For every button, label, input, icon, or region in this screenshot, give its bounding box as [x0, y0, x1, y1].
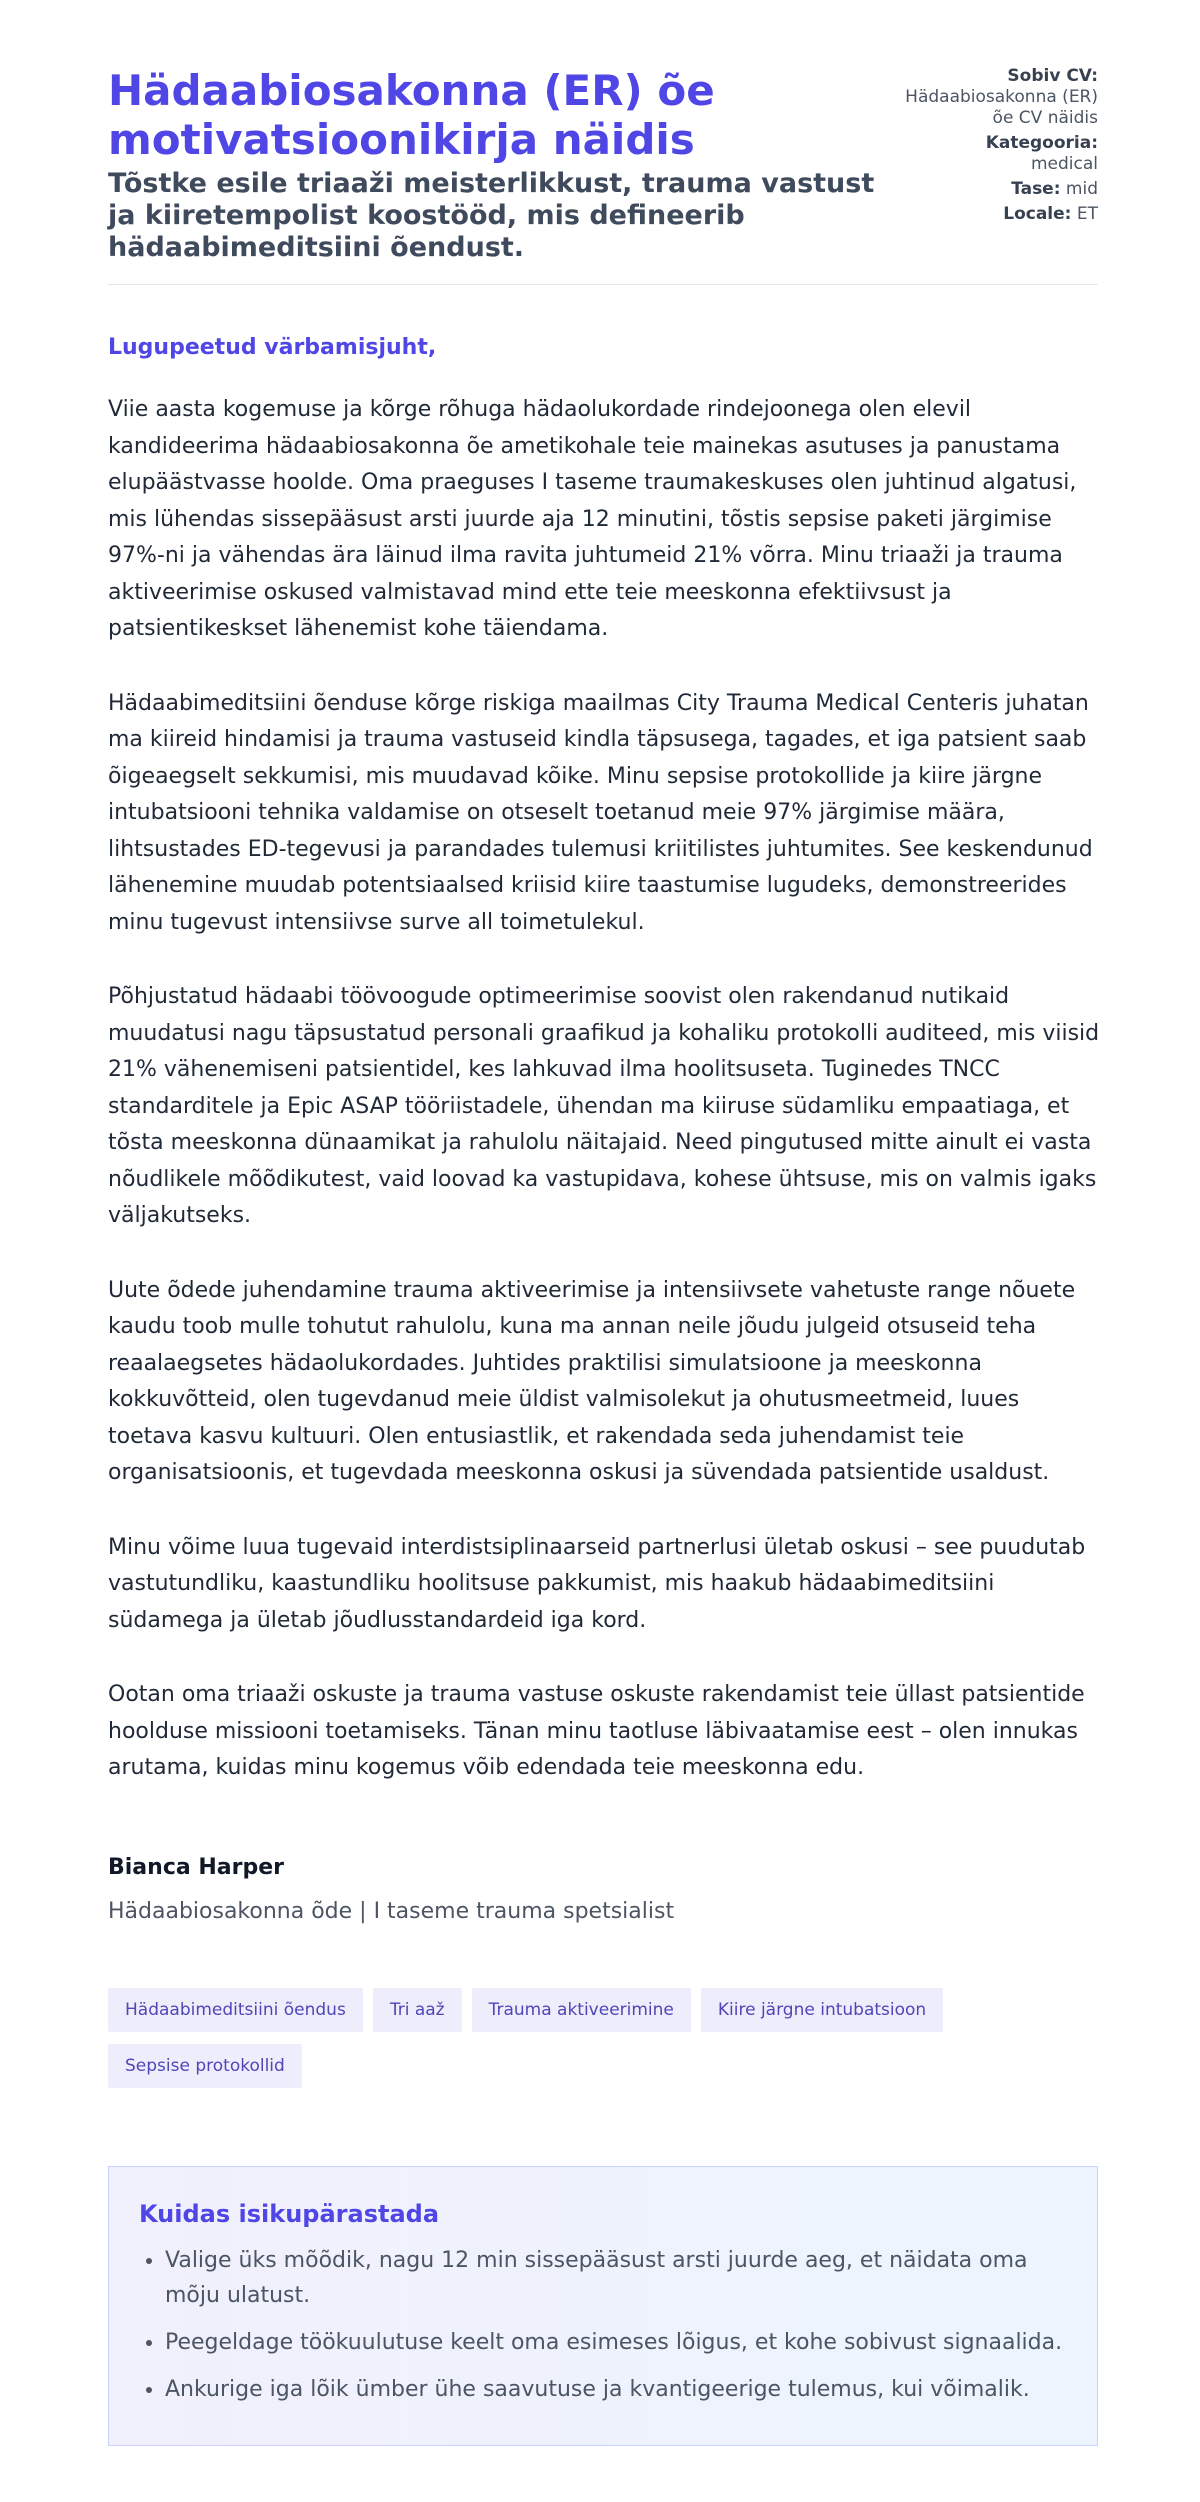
- meta-category: [898, 133, 1098, 175]
- meta-cv: [898, 66, 1098, 129]
- letter-paragraph: Minu võime luua tugevaid interdistsiplinaarseid partnerlusi ületab oskusi – see puudutab vastutundliku, kaastundliku hoolitsuse pakkumist, mis haakub hädaabimeditsiini südamega ja ületab jõudlusstandardeid iga kord.: [108, 1534, 1086, 1633]
- meta-locale: [898, 204, 1098, 225]
- skill-tag: Tri aaž: [373, 1988, 462, 2032]
- page-subtitle: Tõstke esile triaaži meisterlikkust, trauma vastust ja kiiretempolist koostööd, mis defineerib hädaabimeditsiini õendust.: [108, 168, 875, 263]
- meta-level: [898, 179, 1098, 200]
- page-header: [108, 66, 1098, 264]
- signature-block: [108, 1854, 674, 1926]
- personalization-tips-box: [108, 2166, 1098, 2446]
- letter-paragraph: Uute õdede juhendamine trauma aktiveerimise ja intensiivsete vahetuste range nõuete kaudu toob mulle tohutut rahulolu, kuna ma annan neile jõudu julgeid otsuseid teha reaalaegsetes hädaolukordades. Juhtides praktilisi simulatsioone ja meeskonna kokkuvõtteid, olen tugevdanud meie üldist valmisolekut ja ohutusmeetmeid, luues toetava kasvu kultuuri. Olen entusiastlik, et rakendada seda juhendamist teie organisatsioonis, et tugevdada meeskonna oskusi ja süvendada patsientide usaldust.: [108, 1277, 1076, 1485]
- meta-cv-label: Sobiv CV:: [1007, 66, 1098, 86]
- letter-paragraph: Viie aasta kogemuse ja kõrge rõhuga hädaolukordade rindejoonega olen elevil kandideerima hädaabiosakonna õe ametikohale teie mainekas asutuses ja panustama elupäästvasse hoolde. Oma praeguses I taseme traumakeskuses olen juhtinud algatusi, mis lühendas sissepääsust arsti juurde aja 12 minutini, tõstis sepsise paketi järgimise 97%-ni ja vähendas ära läinud ilma ravita juhtumeid 21% võrra. Minu triaaži ja trauma aktiveerimise oskused valmistavad mind ette teie meeskonna efektiivsust ja patsientikeskset lähenemist kohe täiendama.: [108, 397, 1077, 641]
- meta-panel: [898, 66, 1098, 229]
- tip-item: • Peegeldage töökuulutuse keelt oma esimeses lõigus, et kohe sobivust signaalida.: [165, 2325, 1067, 2360]
- letter-body: [108, 392, 1100, 1825]
- letter-paragraph: Ootan oma triaaži oskuste ja trauma vastuse oskuste rakendamist teie üllast patsientide hoolduse missiooni toetamiseks. Tänan minu taotluse läbivaatamise eest – olen innukas arutama, kuidas minu kogemus võib edendada teie meeskonna edu.: [108, 1682, 1085, 1780]
- skill-tag: Trauma aktiveerimine: [472, 1988, 691, 2032]
- page-title: Hädaabiosakonna (ER) õe motivatsioonikirja näidis: [108, 66, 715, 164]
- tip-item: • Valige üks mõõdik, nagu 12 min sissepääsust arsti juurde aeg, et näidata oma mõju ulatust.: [165, 2243, 1067, 2313]
- meta-cv-value: Hädaabiosakonna (ER) õe CV näidis: [905, 87, 1098, 128]
- header-divider: [108, 284, 1098, 285]
- meta-category-value: medical: [1030, 154, 1098, 174]
- tips-title: Kuidas isikupärastada: [139, 2200, 440, 2228]
- meta-category-label: Kategooria:: [985, 133, 1098, 153]
- skill-tag: Hädaabimeditsiini õendus: [108, 1988, 363, 2032]
- letter-salutation: Lugupeetud värbamisjuht,: [108, 335, 437, 360]
- signature-role: Hädaabiosakonna õde | I taseme trauma spetsialist: [108, 1899, 675, 1924]
- skill-tag: Kiire järgne intubatsioon: [701, 1988, 943, 2032]
- meta-locale-value: ET: [1076, 204, 1098, 224]
- meta-locale-label: Locale:: [1003, 204, 1072, 224]
- skill-tags: [108, 1988, 1098, 2088]
- letter-paragraph: Põhjustatud hädaabi töövoogude optimeerimise soovist olen rakendanud nutikaid muudatusi nagu täpsustatud personali graafikud ja kohaliku protokolli auditeed, mis viisid 21% vähenemiseni patsientidel, kes lahkuvad ilma hoolitsuseta. Tuginedes TNCC standarditele ja Epic ASAP tööriistadele, ühendan ma kiiruse südamliku empaatiaga, et tõsta meeskonna dünaamikat ja rahulolu näitajaid. Need pingutused mitte ainult ei vasta nõudlikele mõõdikutest, vaid loovad ka vastupidava, kohese ühtsuse, mis on valmis igaks väljakutseks.: [108, 984, 1100, 1228]
- letter-paragraph: Hädaabimeditsiini õenduse kõrge riskiga maailmas City Trauma Medical Centeris juhatan ma kiireid hindamisi ja trauma vastuseid kindla täpsusega, tagades, et iga patsient saab õigeaegselt sekkumisi, mis muudavad kõike. Minu sepsise protokollide ja kiire järgne intubatsiooni tehnika valdamise on otseselt toetanud meie 97% järgimise määra, lihtsustades ED-tegevusi ja parandades tulemusi kriitilistes juhtumites. See keskendunud lähenemine muudab potentsiaalsed kriisid kiire taastumise lugudeks, demonstreerides minu tugevust intensiivse surve all toimetulekul.: [108, 690, 1093, 935]
- tips-list: [139, 2243, 1067, 2407]
- signature-name: Bianca Harper: [108, 1855, 284, 1880]
- tip-item: • Ankurige iga lõik ümber ühe saavutuse ja kvantigeerige tulemus, kui võimalik.: [165, 2372, 1067, 2407]
- skill-tag: Sepsise protokollid: [108, 2044, 302, 2088]
- meta-level-value: mid: [1065, 179, 1098, 199]
- meta-level-label: Tase:: [1011, 179, 1061, 199]
